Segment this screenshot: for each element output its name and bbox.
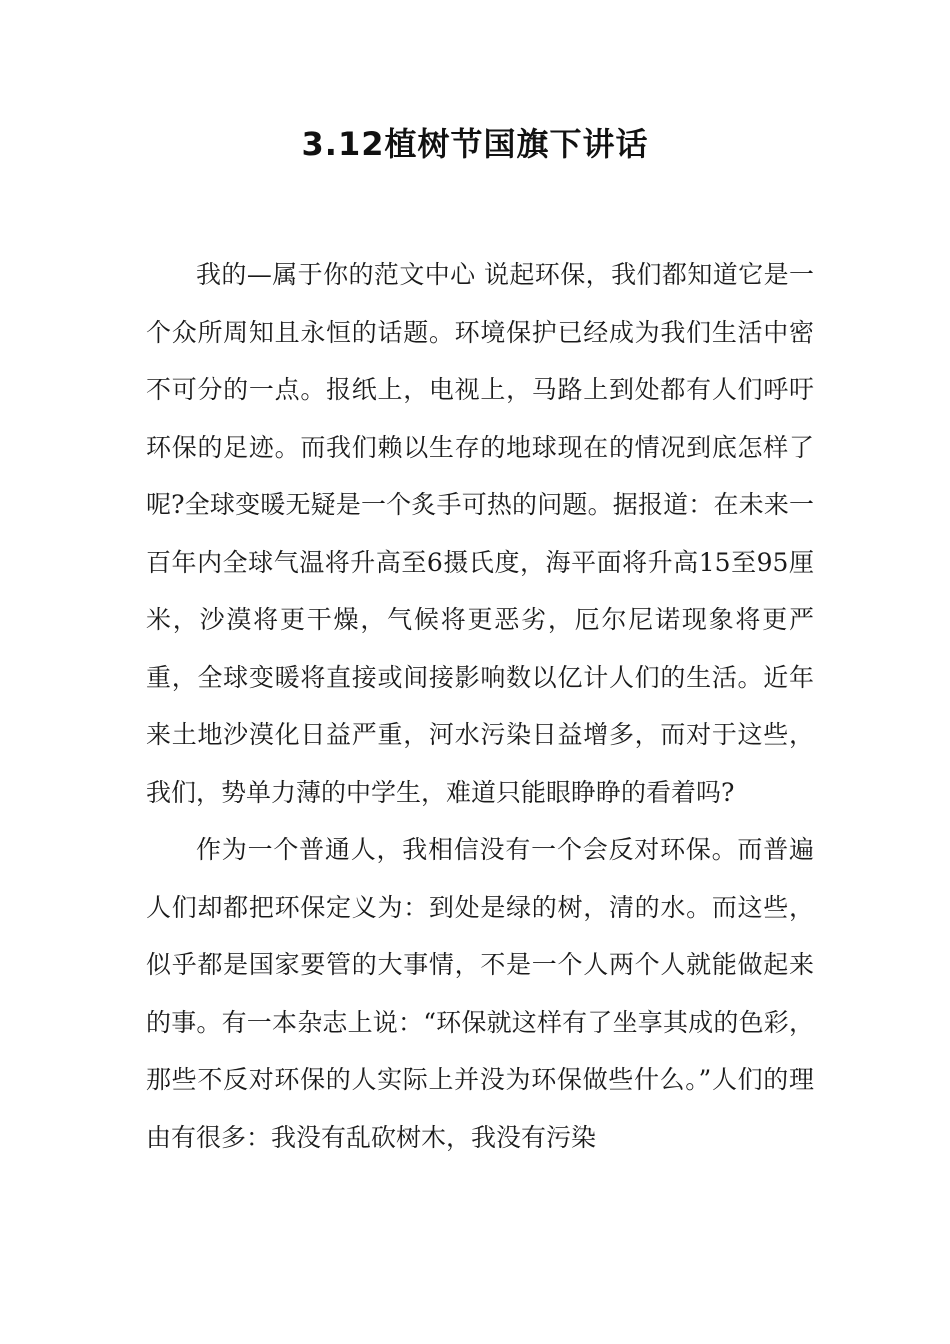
document-title: 3.12植树节国旗下讲话 [301, 125, 649, 163]
paragraph-1: 我的—属于你的范文中心 说起环保，我们都知道它是一个众所周知且永恒的话题。环境保护已经成为我们生活中密不可分的一点。报纸上，电视上，马路上到处都有人们呼吁环保的足迹。而我们赖以生存的地球现在的情况到底怎样了呢?全球变暖无疑是一个炙手可热的问题。据报道：在未来一百年内全球气温将升高至6摄氏度，海平面将升高15至95厘米，沙漠将更干燥，气候将更恶劣，厄尔尼诺现象将更严重，全球变暖将直接或间接影响数以亿计人们的生活。近年来土地沙漠化日益严重，河水污染日益增多，而对于这些，我们，势单力薄的中学生，难道只能眼睁睁的看着吗? [146, 260, 814, 807]
paragraph-2: 作为一个普通人，我相信没有一个会反对环保。而普遍人们却都把环保定义为：到处是绿的树，清的水。而这些，似乎都是国家要管的大事情，不是一个人两个人就能做起来的事。有一本杂志上说：“环保就这样有了坐享其成的色彩，那些不反对环保的人实际上并没为环保做些什么。”人们的理由有很多：我没有乱砍树木，我没有污染 [146, 835, 814, 1152]
document-body [146, 246, 814, 1166]
